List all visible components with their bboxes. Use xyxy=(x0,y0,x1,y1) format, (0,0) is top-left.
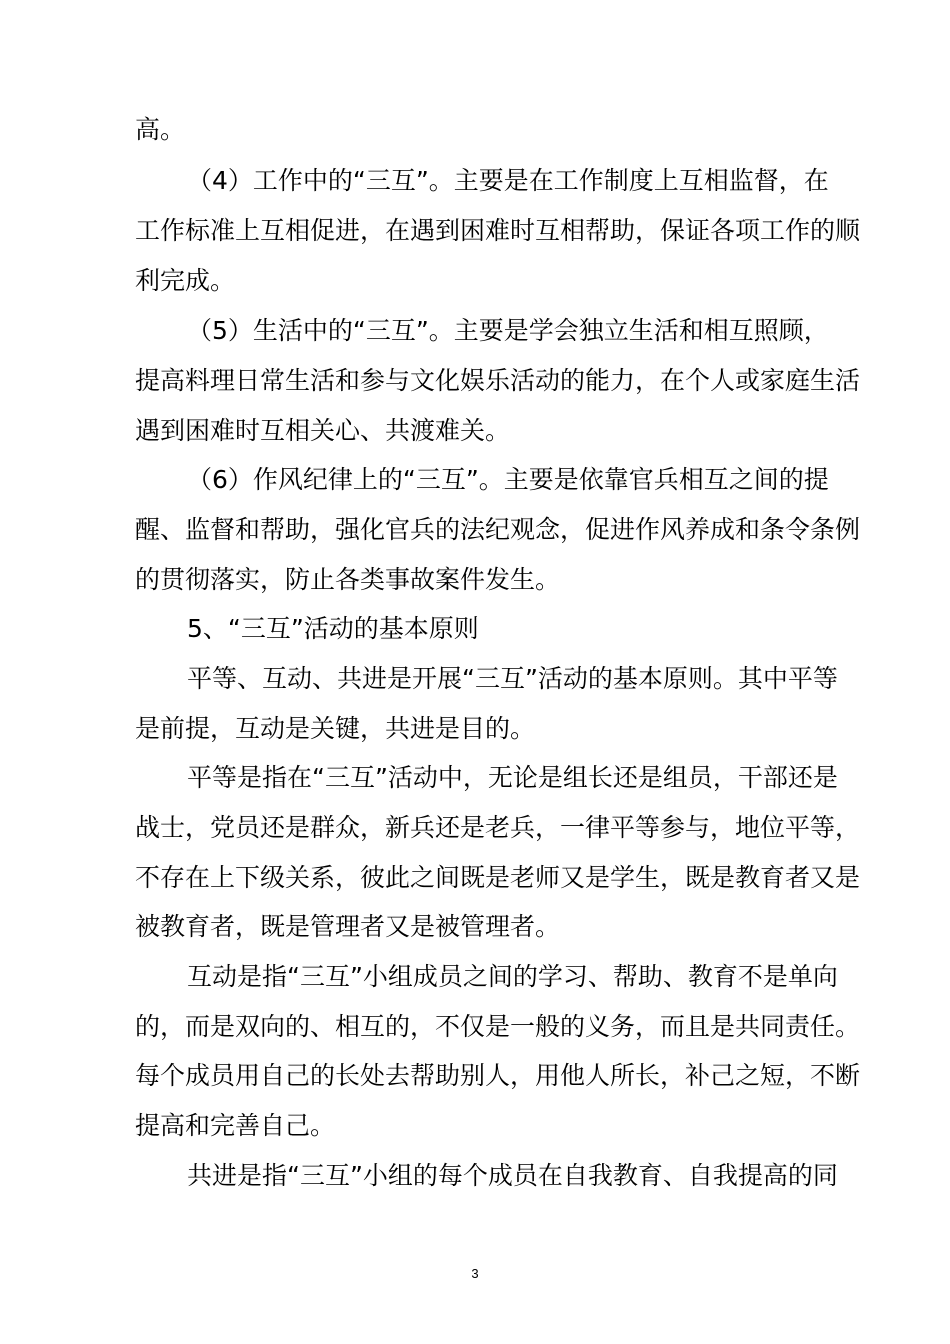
text-line: 每个成员用自己的长处去帮助别人，用他人所长，补己之短，不断 xyxy=(135,1061,861,1090)
text-line: 共进是指“三互”小组的每个成员在自我教育、自我提高的同 xyxy=(187,1161,838,1190)
text-line: 利完成。 xyxy=(135,266,236,295)
text-line: 被教育者，既是管理者又是被管理者。 xyxy=(135,912,561,941)
text-line: 的，而是双向的、相互的，不仅是一般的义务，而且是共同责任。 xyxy=(135,1012,861,1041)
text-line: 的贯彻落实，防止各类事故案件发生。 xyxy=(135,565,561,594)
text-line: 互动是指“三互”小组成员之间的学习、帮助、教育不是单向 xyxy=(187,962,838,991)
text-line: 平等、互动、共进是开展“三互”活动的基本原则。其中平等 xyxy=(187,664,838,693)
text-line: （5）生活中的“三互”。主要是学会独立生活和相互照顾， xyxy=(187,316,829,345)
text-line: 战士，党员还是群众，新兵还是老兵，一律平等参与，地位平等， xyxy=(135,813,861,842)
text-line: 醒、监督和帮助，强化官兵的法纪观念，促进作风养成和条令条例 xyxy=(135,515,861,544)
text-line: 提高和完善自己。 xyxy=(135,1111,336,1140)
text-line: 平等是指在“三互”活动中，无论是组长还是组员，干部还是 xyxy=(187,763,838,792)
text-line: 遇到困难时互相关心、共渡难关。 xyxy=(135,416,511,445)
text-line: （4）工作中的“三互”。主要是在工作制度上互相监督，在 xyxy=(187,166,829,195)
page-number: 3 xyxy=(471,1266,479,1281)
text-line: 不存在上下级关系，彼此之间既是老师又是学生，既是教育者又是 xyxy=(135,863,861,892)
text-line: （6）作风纪律上的“三互”。主要是依靠官兵相互之间的提 xyxy=(187,465,829,494)
text-line: 提高料理日常生活和参与文化娱乐活动的能力，在个人或家庭生活 xyxy=(135,366,861,395)
text-line: 高。 xyxy=(135,115,186,144)
section-heading: 5、“三互”活动的基本原则 xyxy=(187,614,479,643)
text-line: 是前提，互动是关键，共进是目的。 xyxy=(135,714,536,743)
text-line: 工作标准上互相促进，在遇到困难时互相帮助，保证各项工作的顺 xyxy=(135,216,861,245)
